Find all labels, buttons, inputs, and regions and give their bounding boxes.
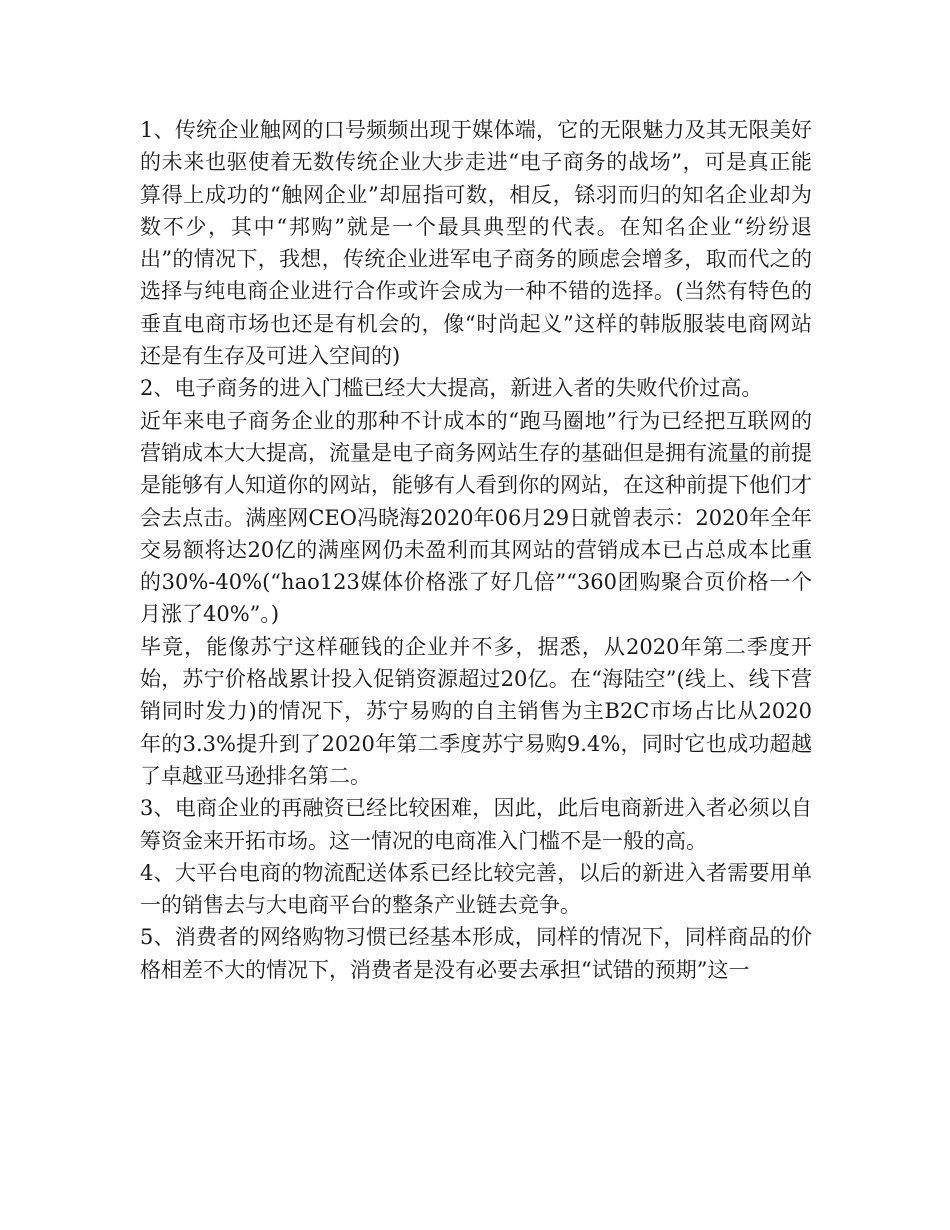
document-body [140, 114, 812, 986]
paragraph-1: 1、传统企业触网的口号频频出现于媒体端，它的无限魅力及其无限美好的未来也驱使着无数传统企业大步走进“电子商务的战场”，可是真正能算得上成功的“触网企业”却屈指可数，相反，铩羽而归的知名企业却为数不少，其中“邦购”就是一个最具典型的代表。在知名企业“纷纷退出”的情况下，我想，传统企业进军电子商务的顾虑会增多，取而代之的选择与纯电商企业进行合作或许会成为一种不错的选择。(当然有特色的垂直电商市场也还是有机会的，像“时尚起义”这样的韩版服装电商网站还是有生存及可进入空间的) [140, 118, 812, 369]
paragraph-4: 毕竟，能像苏宁这样砸钱的企业并不多，据悉，从2020年第二季度开始，苏宁价格战累计投入促销资源超过20亿。在“海陆空”(线上、线下营销同时发力)的情况下，苏宁易购的自主销售为主B2C市场占比从2020年的3.3%提升到了2020年第二季度苏宁易购9.4%，同时它也成功超越了卓越亚马逊排名第二。 [140, 634, 812, 788]
paragraph-7: 5、消费者的网络购物习惯已经基本形成，同样的情况下，同样商品的价格相差不大的情况下，消费者是没有必要去承担“试错的预期”这一 [140, 925, 812, 982]
paragraph-6: 4、大平台电商的物流配送体系已经比较完善，以后的新进入者需要用单一的销售去与大电商平台的整条产业链去竞争。 [140, 860, 812, 918]
paragraph-2: 2、电子商务的进入门槛已经大大提高，新进入者的失败代价过高。 [140, 376, 763, 401]
paragraph-5: 3、电商企业的再融资已经比较困难，因此，此后电商新进入者必须以自筹资金来开拓市场。这一情况的电商准入门槛不是一般的高。 [140, 796, 812, 853]
paragraph-3: 近年来电子商务企业的那种不计成本的“跑马圈地”行为已经把互联网的营销成本大大提高，流量是电子商务网站生存的基础但是拥有流量的前提是能够有人知道你的网站，能够有人看到你的网站，在这种前提下他们才会去点击。满座网CEO冯晓海2020年06月29日就曾表示：2020年全年交易额将达20亿的满座网仍未盈利而其网站的营销成本已占总成本比重的30%-40%(“hao123媒体价格涨了好几倍”“360团购聚合页价格一个月涨了40%”。) [140, 408, 812, 627]
